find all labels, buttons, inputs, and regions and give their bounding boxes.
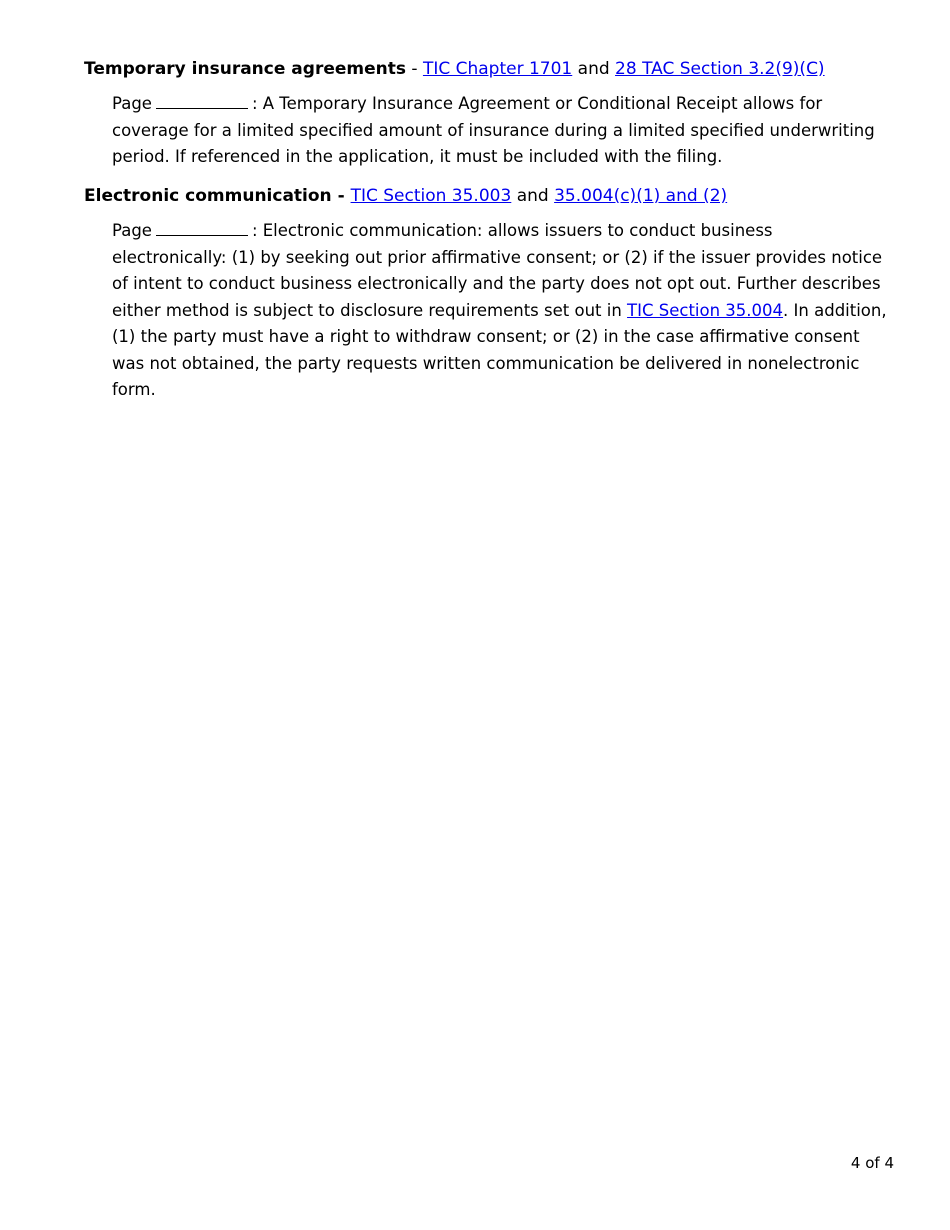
link-tic-35-003[interactable]: TIC Section 35.003: [350, 186, 512, 206]
link-35-004-c[interactable]: 35.004(c)(1) and (2): [554, 186, 728, 206]
section-heading-temporary-insurance: Temporary insurance agreements - TIC Chapter 1701 and 28 TAC Section 3.2(9)(C): [84, 59, 825, 79]
link-tic-35-004[interactable]: TIC Section 35.004: [627, 300, 784, 320]
section-body-electronic-communication: Page : Electronic communication: allows issuers to conduct business electronically: (1) by seeking out prior affirmative consent; or (2) if the issuer provides notice of intent to conduct business electronically and the party does not opt out. Further describes either method is subject to disclosure requirements set out in TIC Section 35.004. In addition, (1) the party must have a right to withdraw consent; or (2) in the case affirmative consent was not obtained, the party requests written communication be delivered in nonelectronic form.: [112, 221, 887, 399]
section-heading-electronic-communication: Electronic communication - TIC Section 35.003 and 35.004(c)(1) and (2): [84, 186, 728, 206]
section-body-temporary-insurance: Page : A Temporary Insurance Agreement or Conditional Receipt allows for coverage for a limited specified amount of insurance during a limited specified underwriting period. If referenced in the application, it must be included with the filing.: [112, 94, 875, 166]
link-28-tac[interactable]: 28 TAC Section 3.2(9)(C): [615, 59, 825, 79]
page-number: 4 of 4: [850, 1154, 894, 1172]
page-blank-field[interactable]: [156, 94, 248, 109]
link-tic-chapter-1701[interactable]: TIC Chapter 1701: [422, 59, 573, 79]
page-blank-field[interactable]: [156, 221, 248, 236]
